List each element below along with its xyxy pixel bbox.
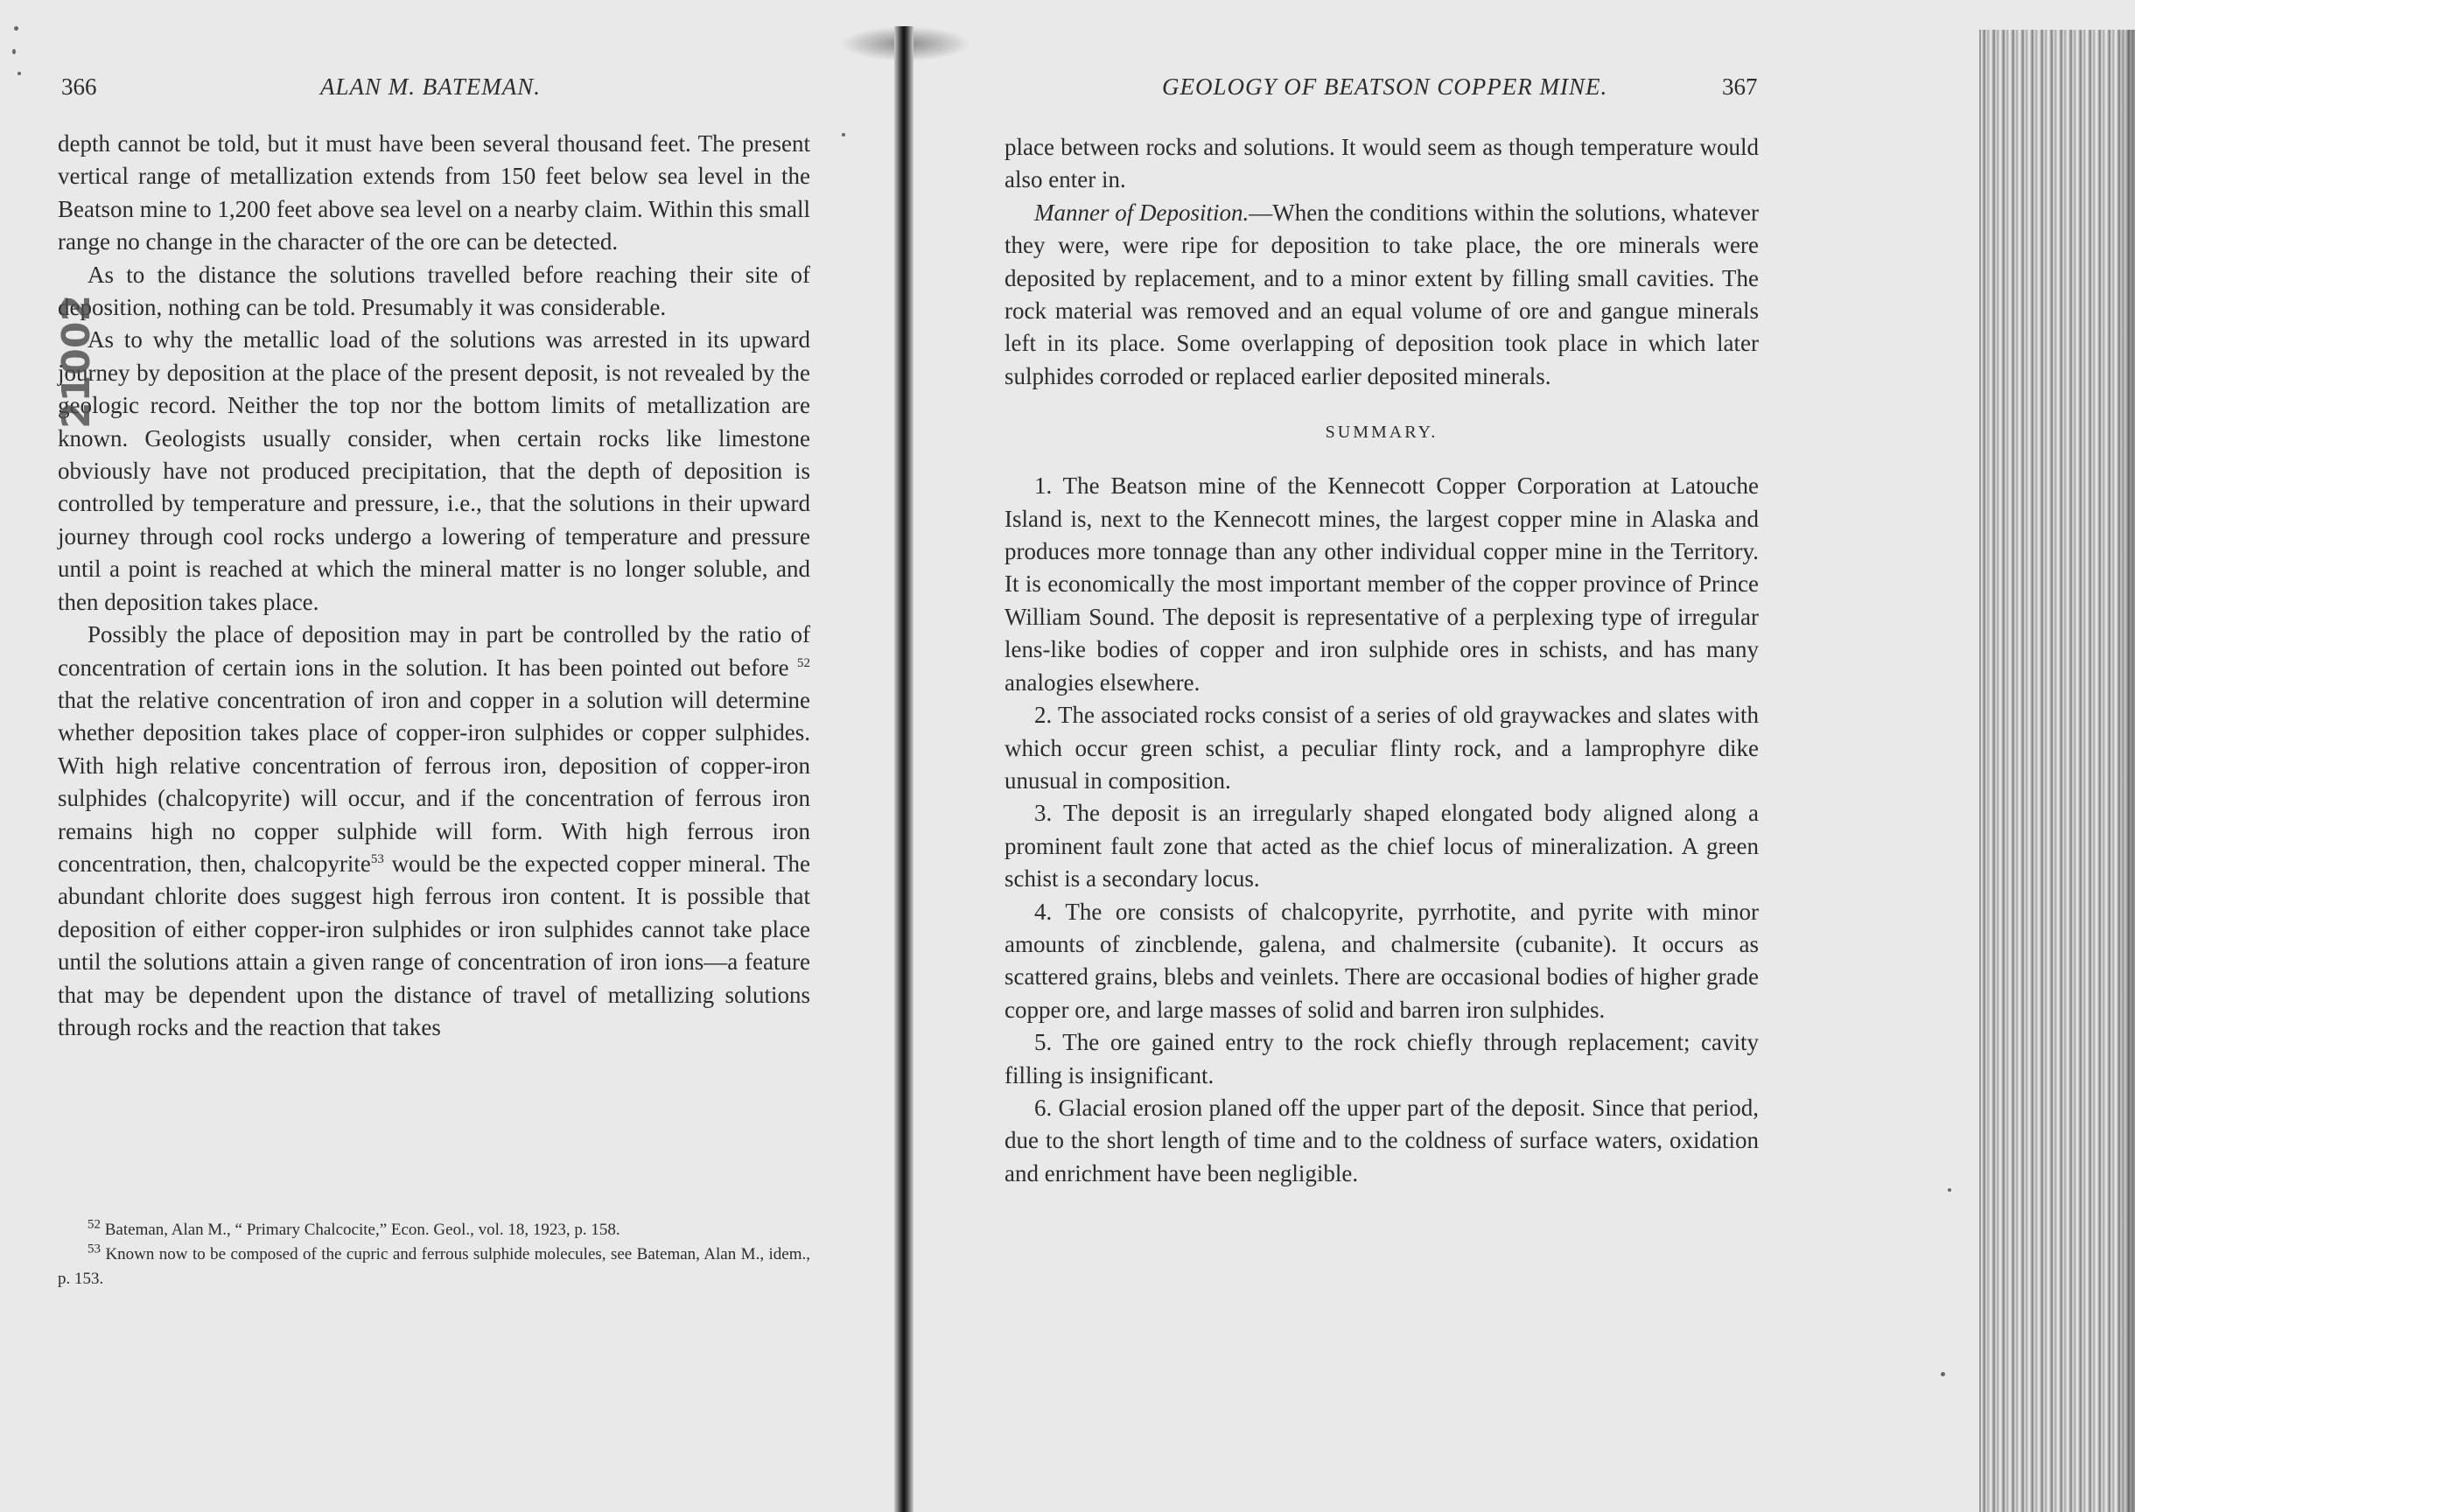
margin-stamp (54, 259, 201, 429)
summary-heading: SUMMARY. (1325, 423, 1438, 443)
margin-stamp-text: 21002 (54, 294, 99, 429)
summary-item: 4. The ore consists of chalcopyrite, pyrrhotite, and pyrite with minor amounts of zincblende, galena, and chalmersite (cubanite). It occurs as scattered grains, blebs and veinlets. There are occasional bodies of higher grade copper ore, and large masses of solid and barren iron sulphides. (1004, 898, 1759, 1023)
page-number: 367 (1722, 74, 1758, 100)
summary-item: 3. The deposit is an irregularly shaped elongated body aligned along a prominent fault zone that acted as the chief locus of mineralization. A green schist is a secondary locus. (1004, 800, 1759, 892)
footnote (58, 1218, 810, 1242)
summary-item: 6. Glacial erosion planed off the upper part of the deposit. Since that period, due to the short length of time and to the coldness of surface waters, oxidation and enrichment have been negligible. (1004, 1094, 1759, 1186)
right-page (1004, 0, 1759, 1512)
summary-item: 2. The associated rocks consist of a series of old graywackes and slates with which occur green schist, a peculiar flinty rock, and a lamprophyre dike unusual in composition. (1004, 702, 1759, 794)
footnote-text: Known now to be composed of the cupric and ferrous sulphide molecules, see Bateman, Alan M., idem., p. 153. (58, 1245, 810, 1288)
paragraph: As to the distance the solutions travelled before reaching their site of deposition, nothing can be told. Presumably it was considerable. (58, 261, 810, 321)
right-body-text (1004, 131, 1759, 1190)
left-page (58, 0, 810, 1512)
paragraph (58, 619, 810, 1044)
book-page-edges (1979, 30, 2135, 1512)
running-head: ALAN M. BATEMAN. (320, 74, 541, 100)
summary-item: 1. The Beatson mine of the Kennecott Copper Corporation at Latouche Island is, next to the Kennecott mines, the largest copper mine in Alaska and produces more tonnage than any other individual copper mine in the Territory. It is economically the most important member of the copper province of Prince William Sound. The deposit is representative of a perplexing type of irregular lens-like bodies of copper and iron sulphide ores in schists, and has many analogies elsewhere. (1004, 472, 1759, 696)
paragraph-part: would be the expected copper mineral. The abundant chlorite does suggest high ferrous iron content. It is possible that deposition of either copper-iron sulphides or iron sulphides cannot take place until the solutions attain a given range of concentration of iron ions—a feature that may be dependent upon the distance of travel of metallizing solutions through rocks and the reaction that takes (58, 850, 810, 1040)
page-number: 366 (61, 74, 97, 100)
section-runin-title: Manner of Deposition. (1034, 199, 1250, 226)
scan-speck (1948, 1188, 1951, 1192)
paragraph: place between rocks and solutions. It would seem as though temperature would also enter in. (1004, 134, 1759, 193)
summary-item: 5. The ore gained entry to the rock chiefly through replacement; cavity filling is insignificant. (1004, 1029, 1759, 1088)
paragraph: depth cannot be told, but it must have been several thousand feet. The present vertical range of metallization extends from 150 feet below sea level in the Beatson mine to 1,200 feet above sea level on a nearby claim. Within this small range no change in the character of the ore can be detected. (58, 130, 810, 256)
paragraph-part: Possibly the place of deposition may in part be controlled by the ratio of concentration of certain ions in the solution. It has been pointed out before (58, 621, 810, 681)
footnotes (58, 1218, 810, 1292)
footnote-ref: 53 (370, 851, 384, 866)
paragraph-text: —When the conditions within the solutions, whatever they were, were ripe for deposition to take place, the ore minerals were deposited by replacement, and to a minor extent by filling small cavities. The rock material was removed and an equal volume of ore and gangue minerals left in its place. Some overlapping of deposition took place in which later sulphides corroded or replaced earlier deposited minerals. (1004, 199, 1759, 389)
scan-speck (14, 26, 18, 31)
book-gutter (894, 26, 914, 1512)
footnote-ref: 52 (797, 655, 811, 670)
paragraph-part: that the relative concentration of iron and copper in a solution will determine whether deposition takes place of copper-iron sulphides or copper sulphides. With high relative concentration of ferrous iron, deposition of copper-iron sulphides (chalcopyrite) will occur, and if the concentration of ferrous iron remains high no copper sulphide will form. With high ferrous iron concentration, then, chalcopyrite (58, 686, 810, 877)
footnote-text: Bateman, Alan M., “ Primary Chalcocite,” Econ. Geol., vol. 18, 1923, p. 158. (104, 1221, 620, 1239)
scan-speck (18, 72, 21, 75)
footnote-number: 53 (88, 1242, 101, 1256)
scan-speck (12, 49, 16, 54)
paragraph (1004, 197, 1759, 393)
scan-speck (1941, 1372, 1945, 1376)
page-edge-shadow (2118, 30, 2135, 1512)
footnote-number: 52 (88, 1217, 101, 1232)
running-head: GEOLOGY OF BEATSON COPPER MINE. (1162, 74, 1608, 100)
paragraph: As to why the metallic load of the solutions was arrested in its upward journey by deposition at the place of the present deposit, is not revealed by the geologic record. Neither the top nor the bottom limits of metallization are known. Geologists usually consider, when certain rocks like limestone obviously have not produced precipitation, that the depth of deposition is controlled by temperature and pressure, i.e., that the solutions in their upward journey through cool rocks undergo a lowering of temperature and pressure until a point is reached at which the mineral matter is no longer soluble, and then deposition takes place. (58, 326, 810, 615)
scan-speck (842, 133, 845, 136)
footnote (58, 1242, 810, 1292)
